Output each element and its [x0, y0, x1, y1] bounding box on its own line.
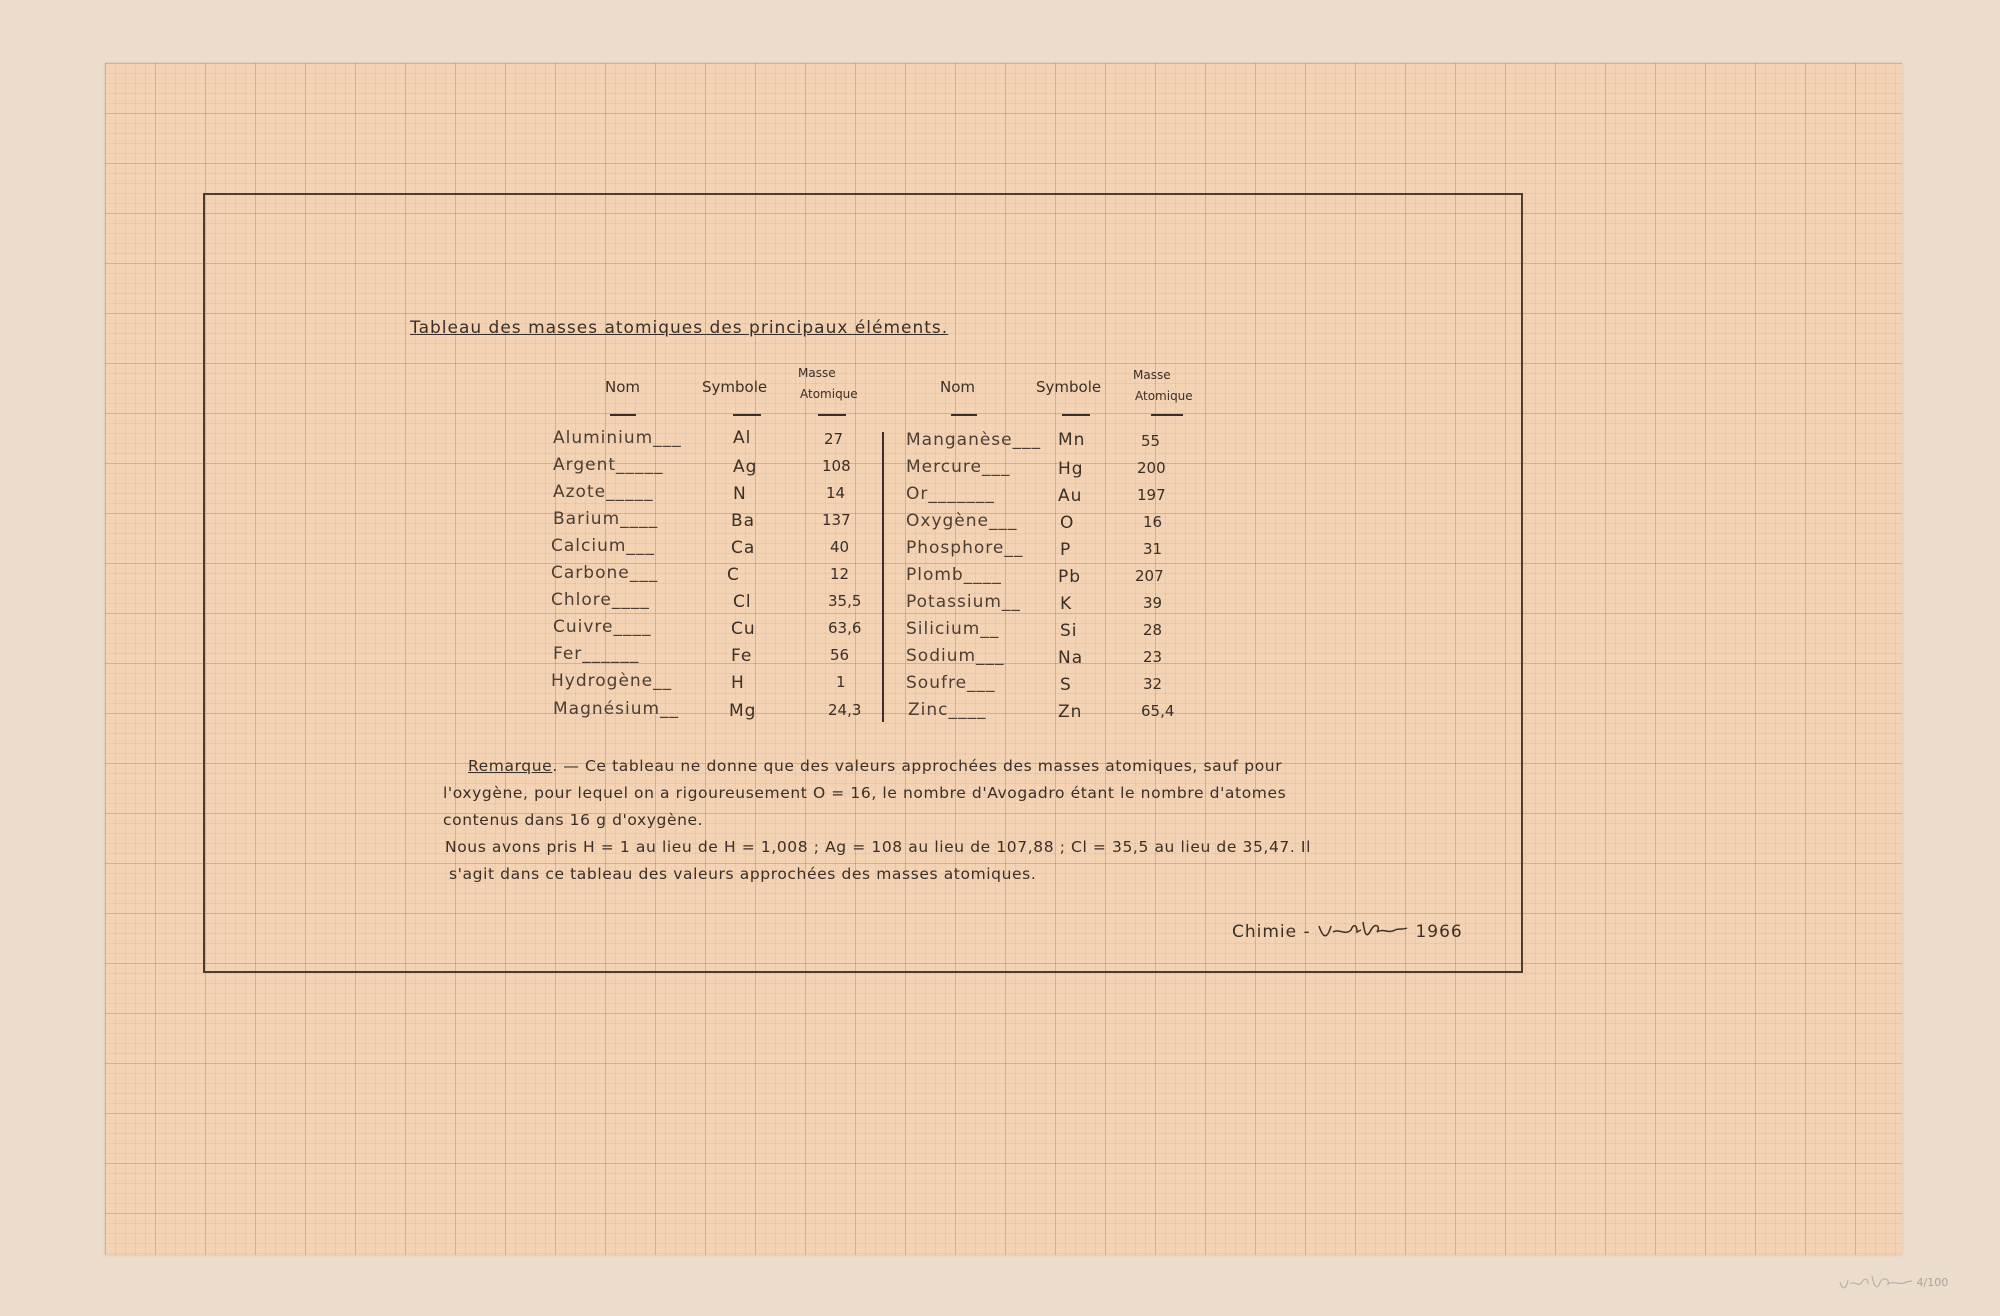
element-symbol: Mn: [1058, 430, 1086, 450]
element-name: Magnésium__: [553, 699, 680, 719]
remark-line: Nous avons pris H = 1 au lieu de H = 1,008 ; Ag = 108 au lieu de 107,88 ; Cl = 35,5 au lieu de 35,47. Il: [445, 838, 1312, 856]
element-mass: 40: [830, 538, 850, 556]
element-name: Barium____: [553, 509, 659, 529]
element-symbol: Ca: [731, 538, 756, 558]
element-name: Mercure___: [906, 457, 1011, 477]
header-atomique-right: Atomique: [1135, 389, 1193, 403]
element-mass: 207: [1135, 567, 1164, 585]
header-underline: [733, 414, 761, 416]
header-nom-right: Nom: [940, 378, 976, 396]
header-underline: [610, 414, 636, 416]
element-mass: 197: [1137, 486, 1166, 504]
element-name: Potassium__: [906, 592, 1021, 612]
element-name: Phosphore__: [906, 538, 1024, 558]
header-underline: [1151, 414, 1183, 416]
element-name: Zinc____: [908, 700, 987, 720]
element-symbol: P: [1060, 540, 1072, 560]
header-symbole-right: Symbole: [1036, 378, 1102, 396]
element-mass: 16: [1143, 513, 1163, 531]
remark-label: Remarque: [468, 757, 553, 775]
element-mass: 63,6: [828, 619, 862, 637]
element-mass: 56: [830, 646, 850, 664]
element-name: Oxygène___: [906, 511, 1018, 531]
element-symbol: Zn: [1058, 702, 1083, 722]
element-name: Manganèse___: [906, 430, 1042, 450]
element-name: Fer______: [553, 644, 640, 664]
element-name: Cuivre____: [553, 617, 652, 637]
pencil-signature: [1838, 1272, 1913, 1294]
element-mass: 27: [824, 430, 844, 448]
element-mass: 31: [1143, 540, 1163, 558]
credit-year: 1966: [1415, 922, 1463, 942]
element-mass: 32: [1143, 675, 1163, 693]
element-symbol: Hg: [1058, 459, 1084, 479]
element-symbol: Na: [1058, 648, 1084, 668]
element-symbol: H: [731, 673, 745, 693]
element-symbol: K: [1060, 594, 1073, 614]
edition-mark: [1916, 1272, 1949, 1294]
element-name: Aluminium___: [553, 428, 682, 448]
remark-line: contenus dans 16 g d'oxygène.: [443, 811, 704, 829]
element-mass: 23: [1143, 648, 1163, 666]
element-mass: 39: [1143, 594, 1163, 612]
column-divider: [882, 432, 884, 722]
remark-line: s'agit dans ce tableau des valeurs approchées des masses atomiques.: [449, 865, 1037, 883]
header-atomique-left: Atomique: [800, 387, 858, 401]
element-name: Plomb____: [906, 565, 1002, 585]
header-underline: [818, 414, 846, 416]
border-frame: [203, 193, 1523, 973]
element-symbol: Cl: [733, 592, 752, 612]
element-name: Or_______: [906, 484, 995, 504]
element-symbol: Al: [733, 428, 752, 448]
element-mass: 14: [826, 484, 846, 502]
element-mass: 55: [1141, 432, 1161, 450]
element-symbol: Au: [1058, 486, 1083, 506]
element-name: Soufre___: [906, 673, 996, 693]
element-mass: 137: [822, 511, 851, 529]
element-symbol: Ba: [731, 511, 756, 531]
element-symbol: Ag: [733, 457, 758, 477]
element-name: Calcium___: [551, 536, 655, 556]
remark-line: Remarque. — Ce tableau ne donne que des valeurs approchées des masses atomiques, sauf pour: [468, 757, 1283, 775]
element-name: Sodium___: [906, 646, 1005, 666]
element-mass: 28: [1143, 621, 1163, 639]
element-name: Argent_____: [553, 455, 664, 475]
element-name: Hydrogène__: [551, 671, 673, 691]
element-symbol: Mg: [729, 701, 757, 721]
element-symbol: Cu: [731, 619, 756, 639]
header-underline: [951, 414, 977, 416]
element-symbol: S: [1060, 675, 1072, 695]
element-mass: 65,4: [1141, 702, 1175, 720]
element-name: Carbone___: [551, 563, 659, 583]
element-symbol: Si: [1060, 621, 1078, 641]
element-symbol: Fe: [731, 646, 753, 666]
element-symbol: C: [727, 565, 740, 585]
element-mass: 12: [830, 565, 850, 583]
element-symbol: N: [733, 484, 747, 504]
element-name: Silicium__: [906, 619, 1000, 639]
element-mass: 1: [836, 673, 846, 691]
header-masse-right: Masse: [1133, 368, 1171, 382]
element-mass: 200: [1137, 459, 1166, 477]
artist-signature: [1317, 918, 1409, 946]
credit-line: Chimie - 1966: [1232, 918, 1463, 946]
edition-number: 4/100: [1916, 1276, 1949, 1289]
element-symbol: Pb: [1058, 567, 1082, 587]
element-name: Chlore____: [551, 590, 650, 610]
header-symbole-left: Symbole: [702, 378, 768, 396]
header-nom-left: Nom: [605, 378, 641, 396]
element-mass: 108: [822, 457, 851, 475]
table-title: Tableau des masses atomiques des principaux éléments.: [410, 318, 949, 338]
element-mass: 24,3: [828, 701, 862, 719]
header-underline: [1062, 414, 1090, 416]
header-masse-left: Masse: [798, 366, 836, 380]
remark-line: l'oxygène, pour lequel on a rigoureusement O = 16, le nombre d'Avogadro étant le nombre d'atomes: [443, 784, 1287, 802]
element-name: Azote_____: [553, 482, 654, 502]
element-symbol: O: [1060, 513, 1075, 533]
element-mass: 35,5: [828, 592, 862, 610]
